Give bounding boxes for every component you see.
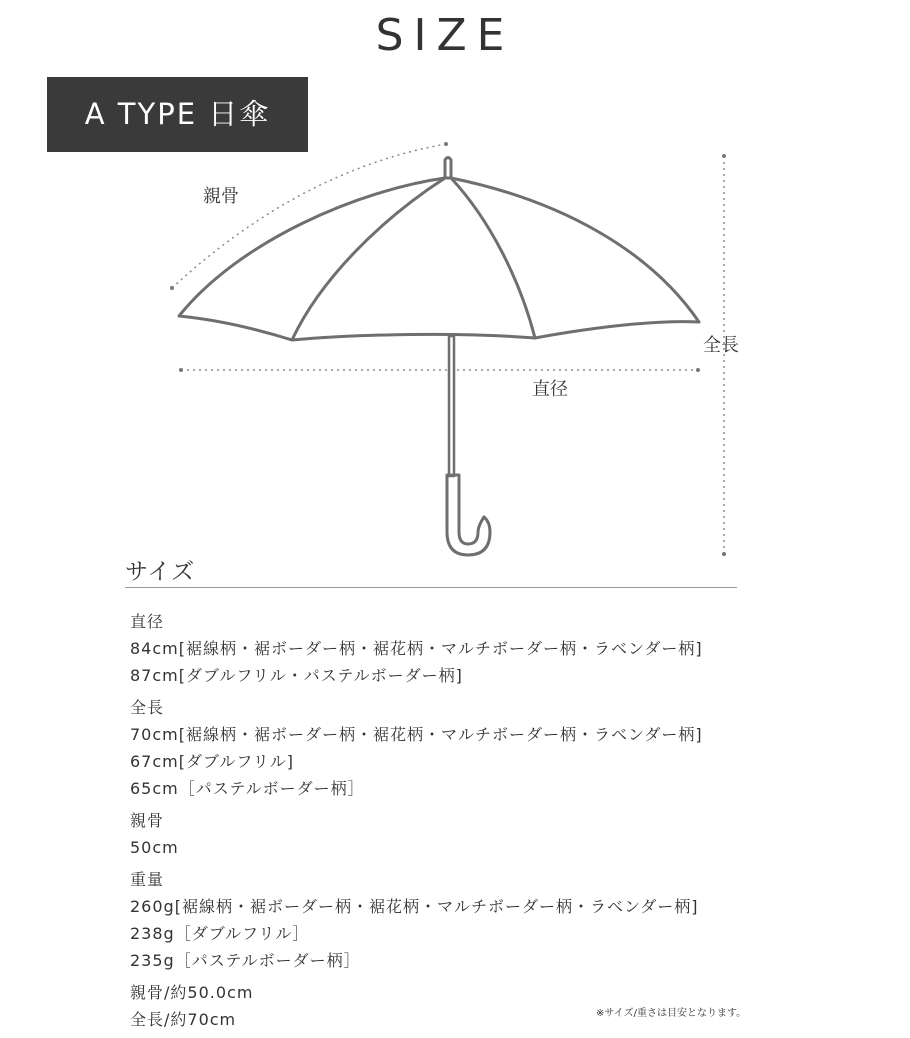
spec-heading: 全長 [130, 698, 165, 717]
spec-value: 238g［ダブルフリル］ [130, 924, 310, 943]
spec-value: 65cm［パステルボーダー柄］ [130, 779, 365, 798]
length-measure-end [722, 154, 726, 158]
umbrella-handle-inner [459, 475, 484, 544]
spec-value: 全長/約70cm [130, 1010, 237, 1029]
spec-value: 84cm[裾線柄・裾ボーダー柄・裾花柄・マルチボーダー柄・ラベンダー柄] [130, 639, 703, 658]
spec-heading: 親骨/約50.0cm [130, 983, 254, 1002]
section-title: サイズ [125, 559, 196, 585]
length-label: 全長 [703, 335, 739, 356]
spec-group-weight [130, 866, 830, 974]
umbrella-shaft [449, 336, 454, 476]
diameter-measure-end [696, 368, 700, 372]
spec-heading: 重量 [130, 870, 165, 889]
spec-value: 67cm[ダブルフリル] [130, 752, 294, 771]
spec-group-rib [130, 807, 830, 861]
spec-value: 70cm[裾線柄・裾ボーダー柄・裾花柄・マルチボーダー柄・ラベンダー柄] [130, 725, 703, 744]
umbrella-diagram [0, 130, 910, 570]
size-note: ※サイズ/重さは目安となります。 [596, 1008, 747, 1019]
canopy-rib [451, 178, 535, 338]
spec-value: 50cm [130, 838, 179, 857]
canopy-outline [179, 178, 699, 340]
type-badge: A TYPE 日傘 [47, 77, 308, 152]
page-title: SIZE [375, 10, 515, 61]
canopy-rib [292, 178, 445, 340]
rib-label: 親骨 [203, 186, 239, 207]
rib-measure-line [172, 144, 446, 288]
spec-group-diameter [130, 608, 830, 689]
diameter-label: 直径 [532, 379, 568, 400]
spec-value: 260g[裾線柄・裾ボーダー柄・裾花柄・マルチボーダー柄・ラベンダー柄] [130, 897, 699, 916]
umbrella-illustration [0, 130, 910, 570]
spec-heading: 親骨 [130, 811, 165, 830]
spec-value: 87cm[ダブルフリル・パステルボーダー柄] [130, 666, 463, 685]
spec-group-length [130, 694, 830, 802]
length-measure-end [722, 552, 726, 556]
spec-heading: 直径 [130, 612, 165, 631]
spec-value: 235g［パステルボーダー柄］ [130, 951, 361, 970]
rib-measure-end [444, 142, 448, 146]
diameter-measure-end [179, 368, 183, 372]
umbrella-tip [445, 158, 451, 178]
rib-measure-end [170, 286, 174, 290]
spec-list [130, 608, 830, 1038]
section-divider [125, 587, 737, 588]
